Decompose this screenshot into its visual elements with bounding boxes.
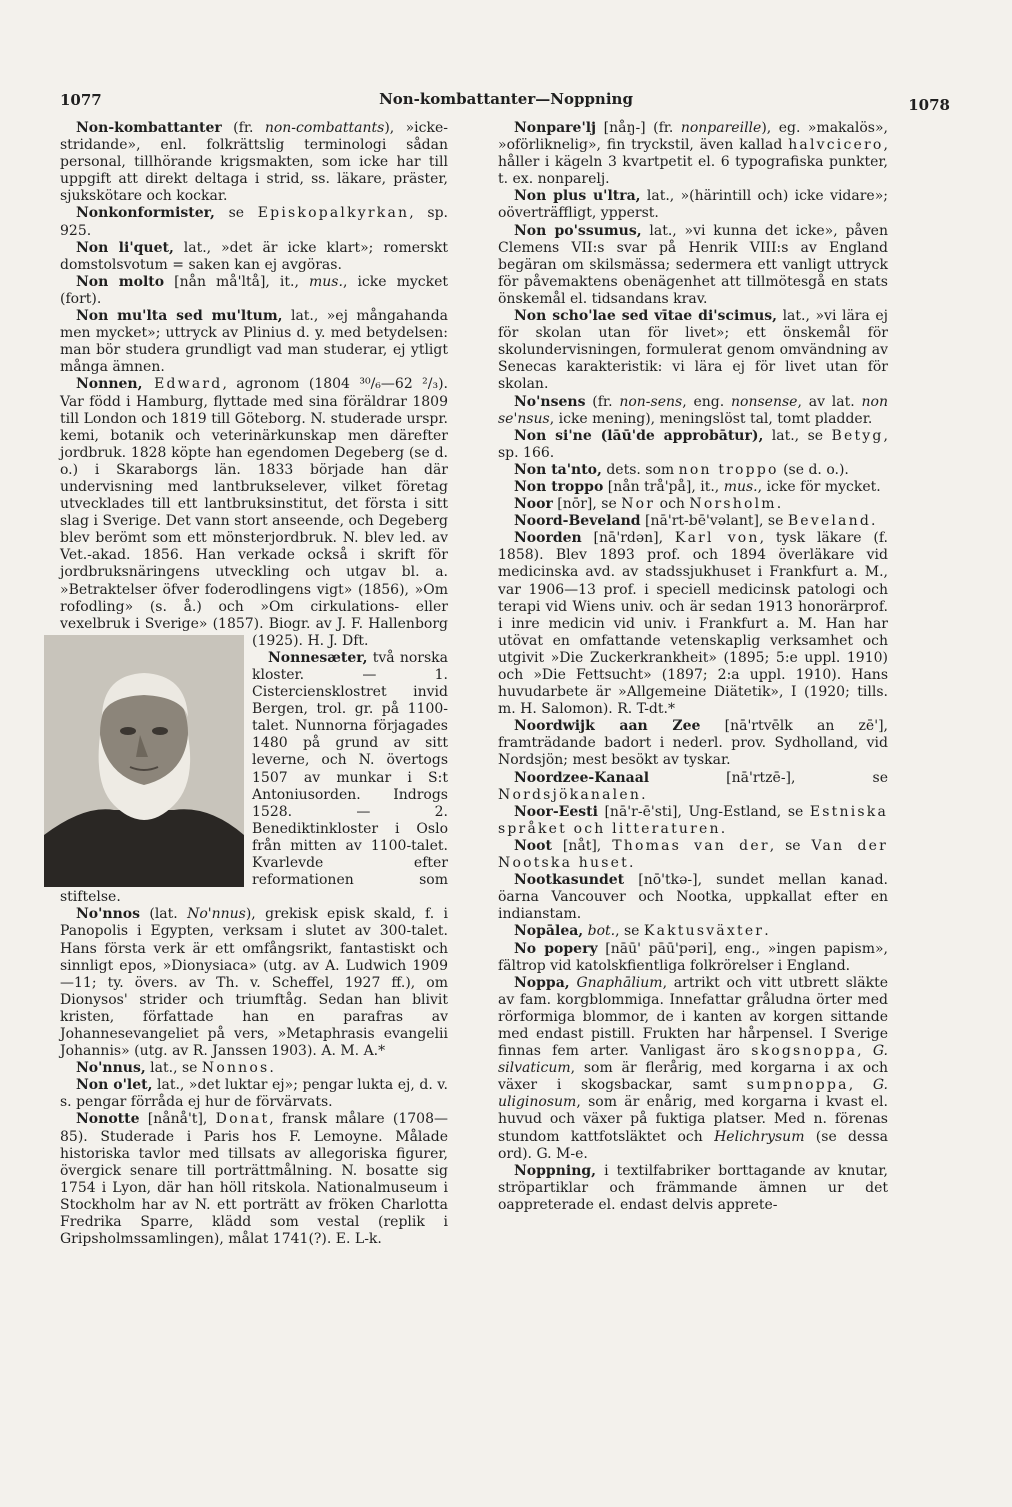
entry-non-kombattanter: Non-kombattanter (fr. non-combattants), »icke-stridande», enl. folkrättslig terminologi sådan personal, tillhörande krigsmakten, som icke har till uppgift att direkt deltaga i strid, ss. läkare, präster, sjukskötare och kockar. xyxy=(60,120,449,205)
entry-nopalea: Nopālea, bot., se Kaktusväxter. xyxy=(514,923,769,940)
entry-non-sine: Non si'ne (lāū'de approbātur), lat., se Betyg, sp. 166. xyxy=(498,427,888,461)
entry-non-troppo: Non troppo [nån trå'på], it., mus., icke för mycket. xyxy=(514,478,881,495)
entry-noordwijk: Noordwijk aan Zee [nā'rtvēlk an zē'], framträdande badort i nederl. prov. Sydholland, vid Nordsjön; mest besökt av tyskar. xyxy=(498,718,888,769)
entry-noppa: Noppa, Gnaphālium, artrikt och vitt utbrett släkte av fam. korgblommiga. Innefattar gråludna örter med rörformiga blommor, de i kanten av korgen sittande med endast pistill. Frukten har hårpensel. I Sverige finnas fem arter. Vanligast äro skogsnoppa, G. silvaticum, som är flerårig, med korgarna i ax och växer i skogsbackar, samt sumpnoppa, G. uliginosum, som är enårig, med korgarna i kvast el. huvud och växer på fuktiga platser. Med n. förenas stundom kattfotsläktet och Helichrysum (se dessa ord). G. M-e. xyxy=(498,974,889,1162)
cross-reference-link[interactable]: Nordsjökanalen xyxy=(498,786,642,803)
entry-non-olet: Non o'let, lat., »det luktar ej»; pengar lukta ej, d. v. s. pengar förråda ej hur de förvärvats. xyxy=(60,1077,448,1111)
entry-non-possumus: Non po'ssumus, lat., »vi kunna det icke», påven Clemens VII:s svar på Henrik VIII:s av England begäran om skilsmässa; sedermera ett vanligt uttryck för påvemaktens obenägenhet att tillmötesgå en stats önskemål el. tidsandans krav. xyxy=(498,222,888,307)
cross-reference-link[interactable]: Kaktusväxter xyxy=(643,923,765,940)
entry-non-plus-ultra: Non plus u'ltra, lat., »(härintill och) icke vidare»; oöverträffligt, ypperst. xyxy=(498,188,888,222)
entry-nonnesaeter: Nonnesæter, två norska kloster. — 1. Cisterciensklostret invid Bergen, trol. gr. på 1100-talet. Nunnorna förjagades 1480 på grund av sitt leverne, och N. övertogs 1507 av munkar i S:t Antoniusorden. Indrogs 1528. — 2. Benediktinkloster i Oslo från mitten av 1100-talet. Kvarlevde efter reformationen som stiftelse. xyxy=(60,649,448,906)
entry-non-scholae: Non scho'lae sed vītae di'scimus, lat., »vi lära ej för skolan utan för livet»; ett önskemål för skolundervisningen, formulerat genom omvändning av Senecas karakteristik: vi lära ej för livet utan för skolan. xyxy=(498,308,888,393)
entry-noord-beveland: Noord-Beveland [nā'rt-bē'vəlant], se Beveland. xyxy=(514,513,876,530)
cross-reference-link[interactable]: Estniska språket och litteraturen xyxy=(498,803,888,837)
entry-non-liquet: Non li'quet, lat., »det är icke klart»; romerskt domstolsvotum = saken kan ej avgöras. xyxy=(60,239,448,273)
entry-nonnos: No'nnos (lat. No'nnus), grekisk episk skald, f. i Panopolis i Egypten, verksam i slutet av 300-talet. Hans första verk är ett omfångsrikt, fantastiskt och sinnligt epos, »Dionysiaca» (utg. av A. Ludwich 1909—11; ty. övers. av Th. v. Scheffel, 1927 ff.), om Dionysos' strider och triumftåg. Sedan han blivit kristen, författade han en parafras av Johannesevangeliet på vers, »Metaphrasis evangelii Johannis» (utg. av R. Janssen 1903). A. M. A.* xyxy=(60,906,449,1060)
cross-reference-link[interactable]: Nonnos xyxy=(201,1060,270,1077)
running-title: Non-kombattanter—Noppning xyxy=(379,90,633,108)
entry-nonparelj: Nonpare'lj [nåŋ-] (fr. nonpareille), eg. »makalös», »oförliknelig», fin tryckstil, även kallad halvcicero, håller i kägeln 3 kvartpetit el. 6 typografiska punkter, t. ex. nonparelj. xyxy=(498,120,888,188)
entry-noor-eesti: Noor-Eesti [nā'r-ē'sti], Ung-Estland, se Estniska språket och litteraturen. xyxy=(498,803,888,837)
cross-reference-link[interactable]: Nor xyxy=(621,496,656,513)
cross-reference-link[interactable]: Van der Nootska huset xyxy=(498,837,889,872)
entry-noordzee-kanaal: Noordzee-Kanaal [nā'rtzē-], se Nordsjökanalen. xyxy=(498,769,888,803)
page-number-left: 1077 xyxy=(60,91,102,109)
portrait-image xyxy=(44,635,244,887)
entry-nonkonformister: Nonkonformister, se Episkopalkyrkan, sp. 925. xyxy=(60,205,448,239)
entry-nonotte: Nonotte [nånå't], Donat, fransk målare (1708—85). Studerade i Paris hos F. Lemoyne. Målade historiska tavlor med tillsats av allegoriska figurer, övergick senare till porträttmålning. N. bosatte sig 1754 i Lyon, där han höll ritskola. Nationalmuseum i Stockholm har av N. ett porträtt av fröken Charlotta Fredrika Sparre, klädd som vestal (replik i Gripsholmssamlingen), målat 1741(?). E. L-k. xyxy=(60,1111,448,1248)
cross-reference-link[interactable]: Betyg xyxy=(831,427,884,444)
entry-noorden: Noorden [nā'rdən], Karl von, tysk läkare (f. 1858). Blev 1893 prof. och 1894 överläkare vid medicinska avd. av stadssjukhuset i Frankfurt a. M., var 1906—13 prof. i speciell medicinsk patologi och terapi vid Wiens univ. och är sedan 1913 honorärprof. i inre medicin vid univ. i Frankfurt a. M. Han har utövat en omfattande vetenskaplig verksamhet och utgivit »Die Zuckerkrankheit» (1895; 5:e uppl. 1910) och »Die Fettsucht» (1897; 2:a uppl. 1910). Hans huvudarbete är »Allgemeine Diätetik», I (1920; tills. m. H. Salomon). R. T-dt.* xyxy=(498,530,888,718)
entry-noot: Noot [nåt], Thomas van der, se Van der Nootska huset. xyxy=(498,837,889,872)
cross-reference-link[interactable]: Beveland xyxy=(787,513,871,530)
entry-non-tanto: Non ta'nto, dets. som non troppo (se d. o.). xyxy=(514,461,849,478)
page-number-right: 1078 xyxy=(908,96,950,114)
entry-nootkasundet: Nootkasundet [nō'tkə-], sundet mellan kanad. öarna Vancouver och Nootka, uppkallat efter en indianstam. xyxy=(498,872,888,923)
left-column xyxy=(60,120,448,1248)
entry-nonsens: No'nsens (fr. non-sens, eng. nonsense, av lat. non se'nsus, icke mening), meningslöst tal, tomt pladder. xyxy=(498,393,888,427)
entry-nonnus: No'nnus, lat., se Nonnos. xyxy=(76,1060,274,1077)
entry-no-popery: No popery [nāū' pāū'pəri], eng., »ingen papism», fältrop vid katolskfientliga folkrörelser i England. xyxy=(498,940,888,974)
cross-reference-link[interactable]: Norsholm xyxy=(689,496,777,513)
entry-nonnen: Nonnen, Edward, agronom (1804 ³⁰/₆—62 ²/₃). Var född i Hamburg, flyttade med sina föräldrar 1809 till London och 1819 till Göteborg. N. studerade urspr. kemi, botanik och veterinärkunskap men därefter jordbruk. 1828 köpte han egendomen Degeberg (se d. o.) i Skaraborgs län. 1833 började han där undervisning med lantbrukselever, vilket företag utvecklades till ett lantbruksinstitut, det första i sitt slag i Sverige. Det vann stort anseende, och Degeberg blev berömt som ett mönsterjordbruk. N. blev led. av Vet.-akad. 1856. Han verkade också i skrift för jordbruksnäringens utveckling och utgav bl. a. »Betraktelser öfver foderodlingens vigt» (1856), »Om rofodling» (s. å.) och »Om cirkulations- eller vexelbruk i Sverige» (1857). Biogr. av J. F. Hallenborg (1925). H. J. Dft. xyxy=(60,376,448,650)
cross-reference-link[interactable]: non troppo xyxy=(678,461,779,478)
entry-noppning: Noppning, i textilfabriker borttagande av knutar, ströpartiklar och främmande ämnen ur det oappreterade el. endast delvis apprete- xyxy=(498,1162,888,1213)
right-column xyxy=(498,120,888,1214)
entry-non-molto: Non molto [nån må'ltå], it., mus., icke mycket (fort). xyxy=(60,273,449,307)
cross-reference-link[interactable]: Episkopalkyrkan xyxy=(257,205,410,222)
entry-non-multa: Non mu'lta sed mu'ltum, lat., »ej mångahanda men mycket»; uttryck av Plinius d. y. med betydelsen: man bör studera grundligt vad man studerar, ej ytligt många ämnen. xyxy=(60,308,449,376)
entry-noor: Noor [nōr], se Nor och Norsholm. xyxy=(514,496,782,513)
